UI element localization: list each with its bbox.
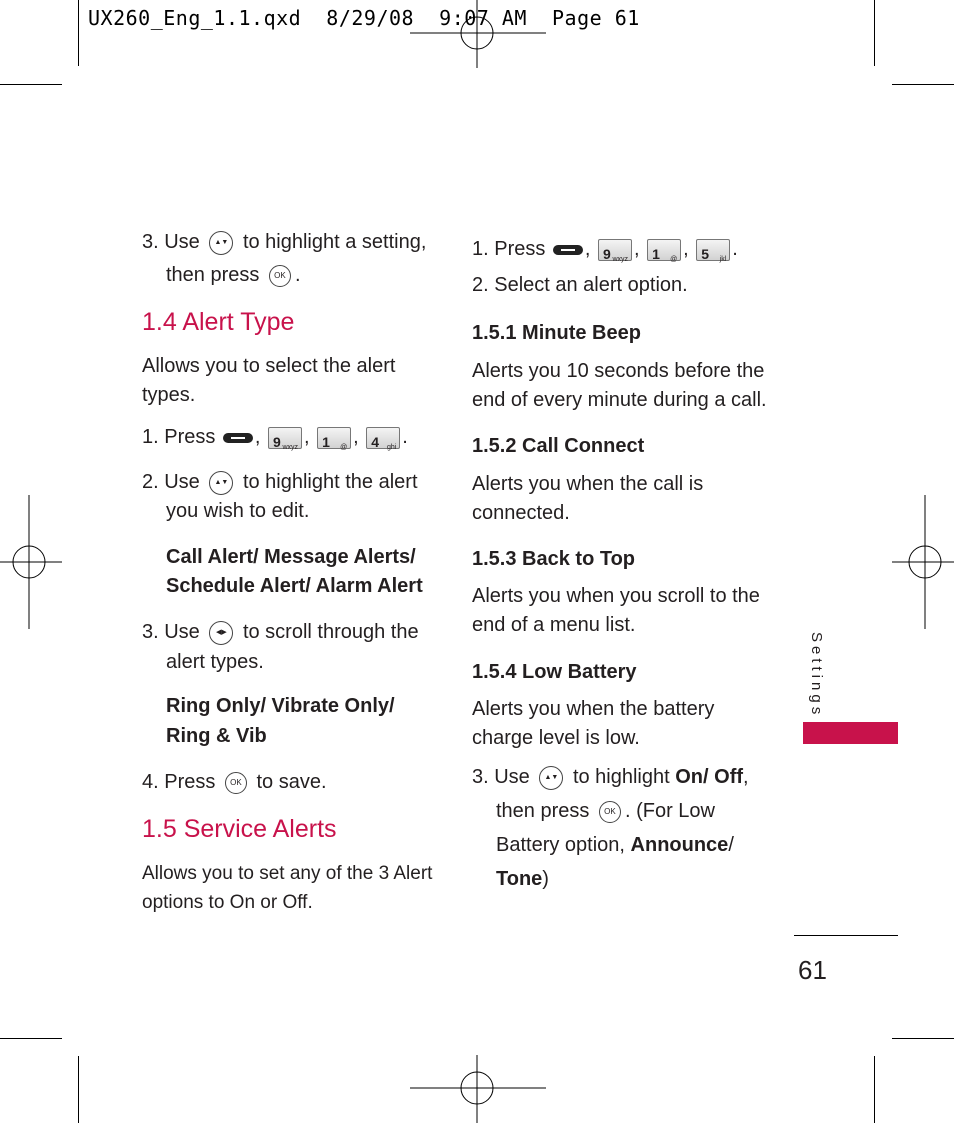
right-step3-line4: Tone) xyxy=(496,868,549,890)
left-step1-press: 1. Press , 9 wxyz , 1 @ , 4 ghi . xyxy=(142,426,408,451)
right-step3-line2: then press OK . (For Low xyxy=(496,800,715,822)
key-4-icon: 4 ghi xyxy=(366,427,400,449)
left-step3-line1: 3. Use ▲▼ to highlight a setting, xyxy=(142,231,427,253)
crop-mark xyxy=(78,1056,79,1123)
left-step3b-line2: alert types. xyxy=(166,651,264,673)
key-9-icon: 9 wxyz xyxy=(268,427,302,449)
left-soft-key-icon xyxy=(553,245,583,255)
crop-mark xyxy=(892,1038,954,1039)
registration-mark-right xyxy=(892,495,954,629)
crop-mark xyxy=(874,1056,875,1123)
navigation-key-icon: ▲▼ xyxy=(209,231,233,255)
heading-minute-beep: 1.5.1 Minute Beep xyxy=(472,322,641,344)
key-1-icon: 1 @ xyxy=(317,427,351,449)
alert-options-list: Call Alert/ Message Alerts/ Schedule Alert/ Alarm Alert xyxy=(166,546,423,597)
printer-slug: UX260_Eng_1.1.qxd 8/29/08 9:07 AM Page 61 xyxy=(88,6,640,30)
alert-type-description: Allows you to select the alert types. xyxy=(142,355,396,406)
registration-mark-left xyxy=(0,495,62,629)
section-tab-label: Settings xyxy=(808,632,825,719)
right-step3: 3. Use ▲▼ to highlight On/ Off, xyxy=(472,766,749,788)
left-soft-key-icon xyxy=(223,433,253,443)
page-number-rule xyxy=(794,935,898,936)
service-alerts-description: Allows you to set any of the 3 Alert options to On or Off. xyxy=(142,863,433,913)
crop-mark xyxy=(892,84,954,85)
navigation-key-icon: ▲▼ xyxy=(209,471,233,495)
navigation-key-icon: ▲▼ xyxy=(539,766,563,790)
heading-back-to-top: 1.5.3 Back to Top xyxy=(472,548,636,570)
left-step3b: 3. Use ◀▶ to scroll through the xyxy=(142,621,419,643)
low-battery-description: Alerts you when the battery charge level is low. xyxy=(472,698,715,749)
right-step1-press: 1. Press , 9 wxyz , 1 @ , 5 jkl . xyxy=(472,238,738,263)
section-tab-marker xyxy=(803,722,898,744)
left-step2: 2. Use ▲▼ to highlight the alert xyxy=(142,471,418,493)
page-number: 61 xyxy=(798,955,827,985)
key-9-icon: 9 wxyz xyxy=(598,239,632,261)
registration-mark-top xyxy=(410,0,546,68)
alert-type-options: Ring Only/ Vibrate Only/ Ring & Vib xyxy=(166,695,395,747)
left-step3-line2: then press OK . xyxy=(166,264,301,286)
left-step4: 4. Press OK to save. xyxy=(142,771,327,793)
ok-key-icon: OK xyxy=(599,801,621,823)
right-step3-line3: Battery option, Announce/ xyxy=(496,834,734,856)
crop-mark xyxy=(0,84,62,85)
heading-alert-type: 1.4 Alert Type xyxy=(142,308,295,336)
call-connect-description: Alerts you when the call is connected. xyxy=(472,473,704,524)
ok-key-icon: OK xyxy=(269,265,291,287)
back-to-top-description: Alerts you when you scroll to the end of a menu list. xyxy=(472,585,760,636)
heading-call-connect: 1.5.2 Call Connect xyxy=(472,435,645,457)
ok-key-icon: OK xyxy=(225,772,247,794)
left-step2-line2: you wish to edit. xyxy=(166,500,310,522)
crop-mark xyxy=(78,0,79,66)
right-step2: 2. Select an alert option. xyxy=(472,274,688,296)
minute-beep-description: Alerts you 10 seconds before the end of every minute during a call. xyxy=(472,360,767,411)
heading-low-battery: 1.5.4 Low Battery xyxy=(472,661,637,683)
crop-mark xyxy=(874,0,875,66)
registration-mark-bottom xyxy=(410,1055,546,1123)
crop-mark xyxy=(0,1038,62,1039)
key-1-icon: 1 @ xyxy=(647,239,681,261)
navigation-key-lr-icon: ◀▶ xyxy=(209,621,233,645)
heading-service-alerts: 1.5 Service Alerts xyxy=(142,815,337,843)
key-5-icon: 5 jkl xyxy=(696,239,730,261)
